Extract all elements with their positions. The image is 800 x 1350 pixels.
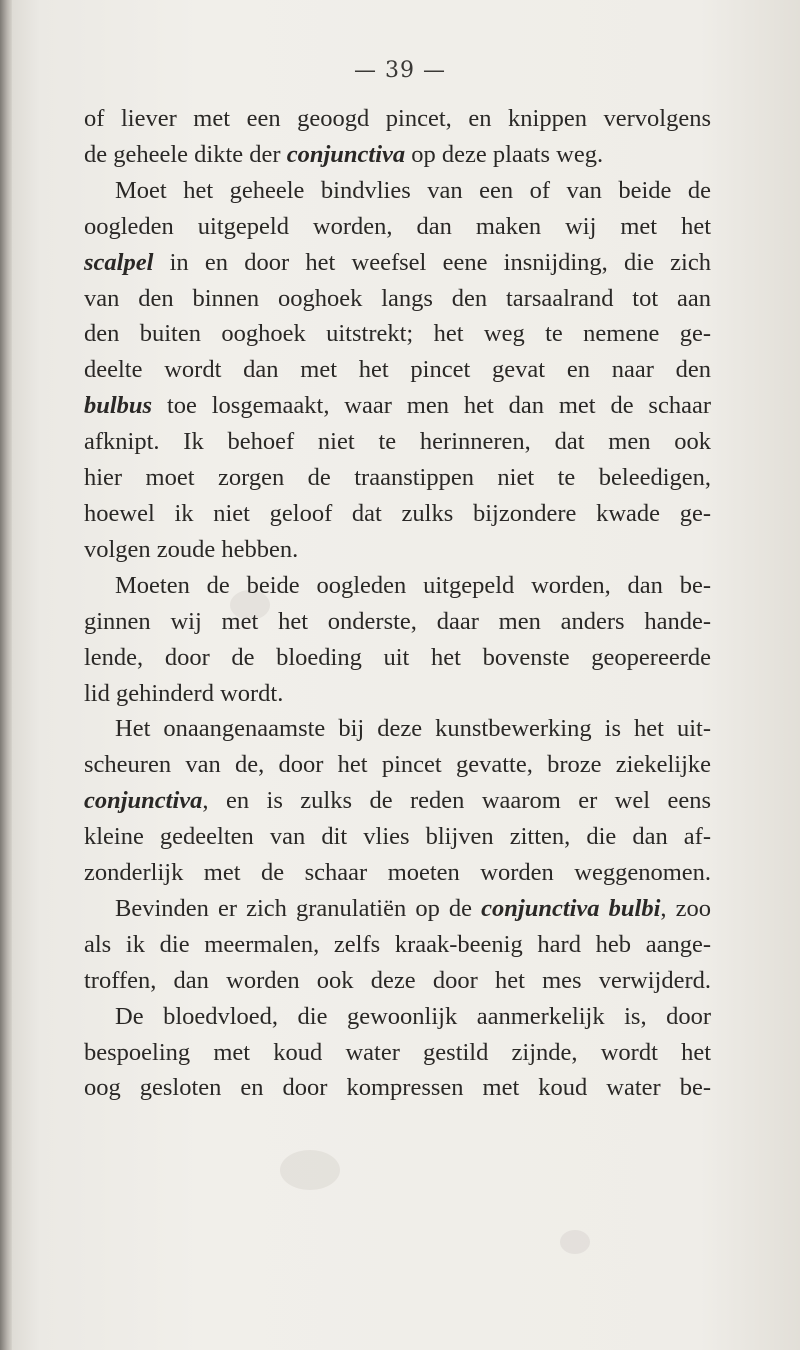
text-run: bespoeling met koud water gestild zijnde, wordt het: [84, 1038, 711, 1066]
text-line: [84, 532, 711, 568]
text-run: toe losgemaakt, waar men het dan met de schaar: [152, 392, 711, 420]
book-spine-shadow: [0, 0, 12, 1350]
text-line: [84, 424, 711, 460]
text-run: hier moet zorgen de traanstippen niet te beleedigen,: [84, 464, 711, 492]
text-line: [84, 855, 711, 891]
text-line: [84, 676, 711, 712]
text-run: zonderlijk met de schaar moeten worden weggenomen.: [84, 859, 711, 887]
text-line: [84, 1070, 711, 1106]
text-run: , zoo: [660, 894, 712, 922]
text-line: [84, 711, 711, 747]
text-line: [84, 568, 711, 604]
text-run: op deze plaats weg.: [405, 140, 604, 168]
italic-term: scalpel: [84, 248, 154, 276]
text-run: hoewel ik niet geloof dat zulks bijzondere kwade ge-: [84, 499, 711, 527]
text-line: [84, 783, 711, 819]
text-run: den buiten ooghoek uitstrekt; het weg te nemene ge-: [84, 320, 711, 348]
text-run: lid gehinderd wordt.: [84, 679, 284, 707]
page-number: — 39 —: [354, 58, 446, 83]
text-run: deelte wordt dan met het pincet gevat en naar den: [84, 356, 711, 384]
text-run: afknipt. Ik behoef niet te herinneren, dat men ook: [84, 428, 711, 456]
text-run: lende, door de bloeding uit het bovenste geopereerde: [84, 643, 711, 671]
text-run: ginnen wij met het onderste, daar men anders hande-: [84, 607, 711, 635]
text-run: troffen, dan worden ook deze door het mes verwijderd.: [84, 966, 711, 994]
text-run: Het onaangenaamste bij deze kunstbewerking is het uit-: [115, 715, 711, 743]
text-line: [84, 1035, 711, 1071]
text-run: Moet het geheele bindvlies van een of van beide de: [115, 176, 711, 204]
text-run: in en door het weefsel eene insnijding, die zich: [153, 248, 711, 276]
text-run: scheuren van de, door het pincet gevatte, broze ziekelijke: [84, 751, 711, 779]
text-line: [84, 963, 711, 999]
text-run: , en is zulks de reden waarom er wel eens: [202, 787, 711, 815]
text-run: Bevinden er zich granulatiën op de: [115, 894, 482, 922]
text-line: [84, 460, 711, 496]
text-line: [84, 281, 711, 317]
text-line: [84, 388, 711, 424]
text-run: oogleden uitgepeld worden, dan maken wij met het: [84, 212, 711, 240]
italic-term: conjunctiva: [84, 787, 203, 815]
text-run: kleine gedeelten van dit vlies blijven zitten, die dan af-: [84, 823, 711, 851]
text-line: [84, 640, 711, 676]
text-line: [84, 352, 711, 388]
text-run: oog gesloten en door kompressen met koud water be-: [84, 1074, 711, 1102]
italic-term: conjunctiva bulbi: [481, 894, 661, 922]
text-line: [84, 604, 711, 640]
text-run: volgen zoude hebben.: [84, 535, 299, 563]
text-run: Moeten de beide oogleden uitgepeld worden, dan be-: [115, 571, 711, 599]
paper-stain: [280, 1150, 340, 1190]
paper-stain: [560, 1230, 590, 1254]
text-line: [84, 891, 711, 927]
text-run: de geheele dikte der: [84, 140, 287, 168]
text-line: [84, 137, 711, 173]
text-run: als ik die meermalen, zelfs kraak-beenig hard heb aange-: [84, 930, 711, 958]
italic-term: bulbus: [84, 392, 153, 420]
body-text: [84, 101, 711, 1106]
text-run: De bloedvloed, die gewoonlijk aanmerkelijk is, door: [115, 1002, 711, 1030]
text-line: [84, 245, 711, 281]
text-line: [84, 999, 711, 1035]
text-line: [84, 927, 711, 963]
text-line: [84, 747, 711, 783]
text-line: [84, 316, 711, 352]
text-line: [84, 173, 711, 209]
italic-term: conjunctiva: [286, 140, 406, 168]
text-run: of liever met een geoogd pincet, en knippen vervolgens: [84, 105, 711, 132]
text-line: [84, 209, 711, 245]
text-line: [84, 101, 711, 137]
text-line: [84, 496, 711, 532]
text-run: van den binnen ooghoek langs den tarsaalrand tot aan: [84, 284, 711, 312]
text-line: [84, 819, 711, 855]
